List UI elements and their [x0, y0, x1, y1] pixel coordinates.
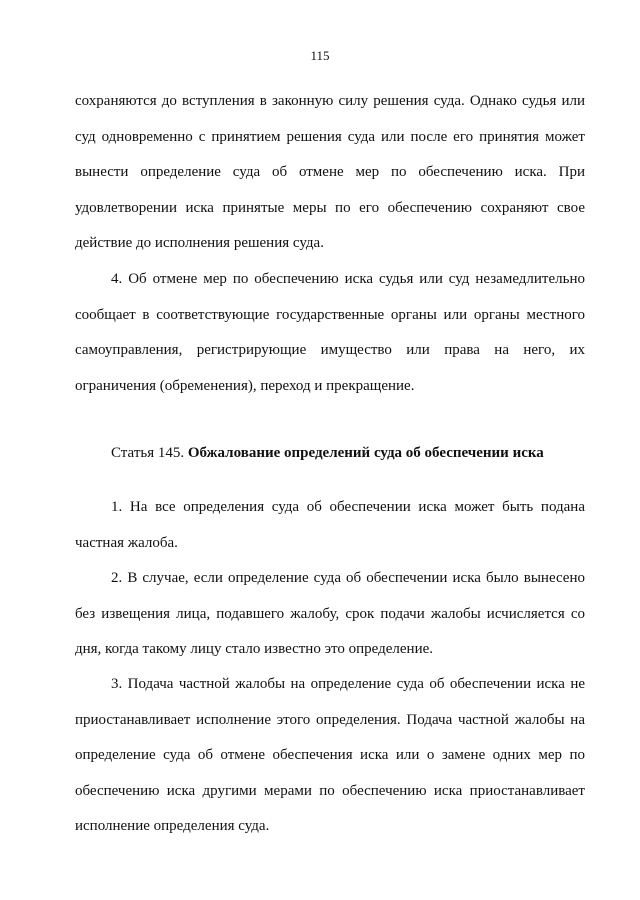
paragraph-item-1: 1. На все определения суда об обеспечении иска может быть подана частная жалоба. [75, 499, 585, 551]
article-label: Статья 145. [111, 445, 185, 461]
article-title: Обжалование определений суда об обеспечении иска [187, 445, 544, 461]
paragraph-item-3: 3. Подача частной жалобы на определение суда об обеспечении иска не приостанавливает исполнение этого определения. Подача частной жалобы на определение суда об отмене обеспечения иска или о замене одних мер по обеспечению иска другими мерами по обеспечению иска приостанавливает исполнение определения суда. [75, 676, 585, 834]
page-number: 115 [310, 48, 330, 63]
article-heading [75, 441, 585, 465]
paragraph-item-2: 2. В случае, если определение суда об обеспечении иска было вынесено без извещения лица, подавшего жалобу, срок подачи жалобы исчисляется со дня, когда такому лицу стало известно это определение. [75, 570, 585, 657]
paragraph-item-4: 4. Об отмене мер по обеспечению иска судья или суд незамедлительно сообщает в соответствующие государственные органы или органы местного самоуправления, регистрирующие имущество или права на него, их ограничения (обременения), переход и прекращение. [75, 271, 585, 394]
paragraph-continuation: сохраняются до вступления в законную силу решения суда. Однако судья или суд одновременно с принятием решения суда или после его принятия может вынести определение суда об отмене мер по обеспечению иска. При удовлетворении иска принятые меры по его обеспечению сохраняют свое действие до исполнения решения суда. [75, 93, 585, 251]
